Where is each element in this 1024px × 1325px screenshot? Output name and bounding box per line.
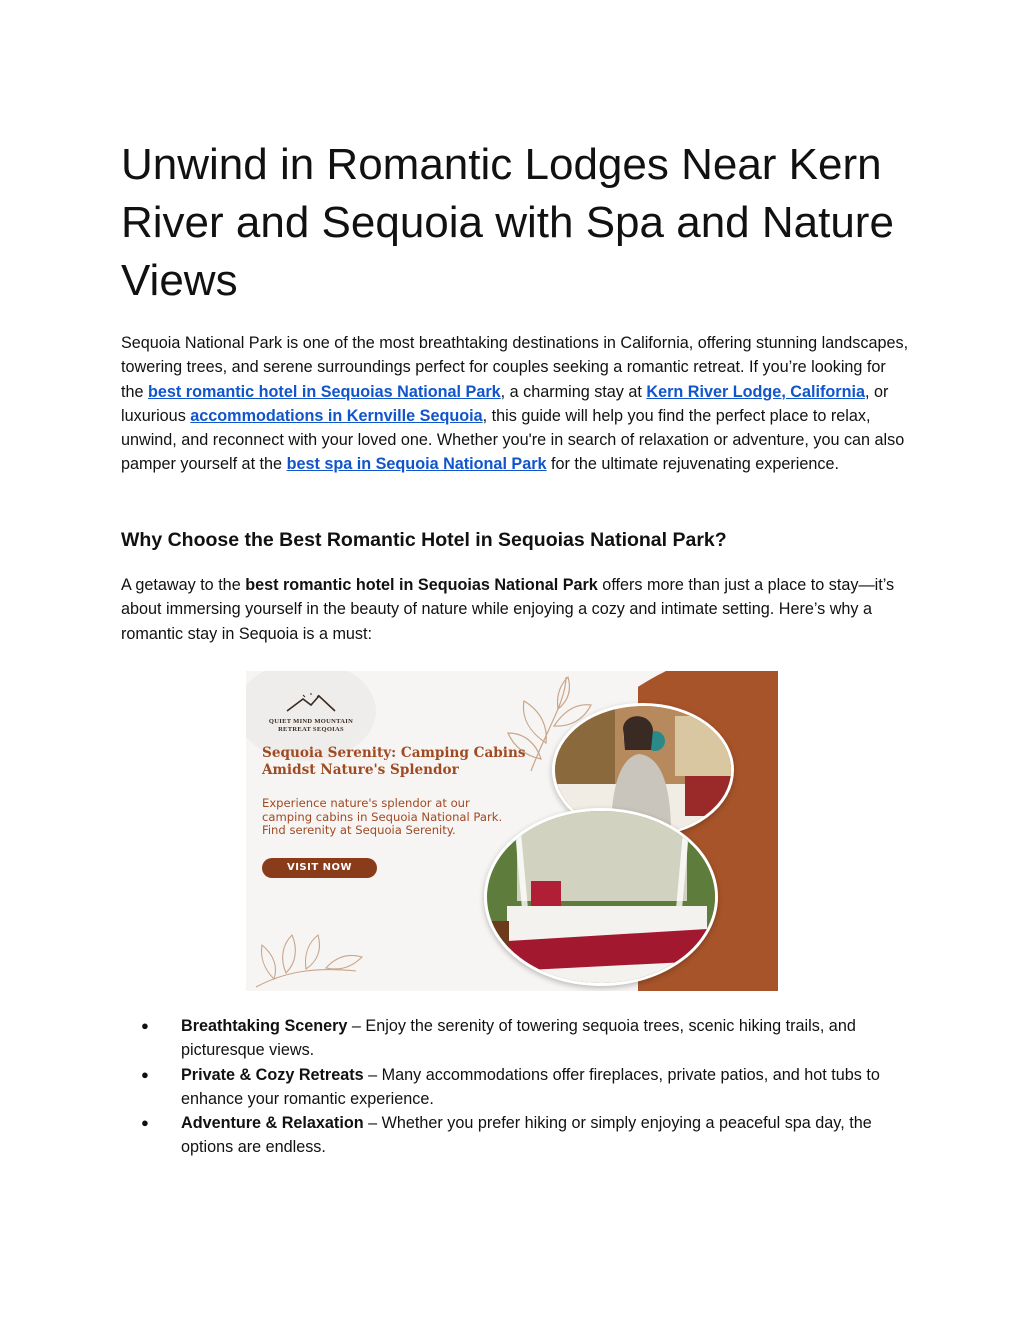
intro-text-2: , a charming stay at: [500, 382, 647, 401]
section-paragraph: [121, 573, 911, 646]
bullet-text: – Enjoy the serenity of towering sequoia trees, scenic hiking trails, and picturesque views.: [181, 1017, 856, 1060]
ad-logo: [252, 693, 370, 733]
ad-photo-canopy-bed: [484, 808, 718, 986]
bullet-icon: ●: [141, 1066, 149, 1082]
section-bold: best romantic hotel in Sequoias National Park: [245, 576, 598, 594]
section-text-1: A getaway to the: [121, 576, 246, 594]
intro-text-3: , or luxurious: [121, 382, 889, 425]
link-best-romantic-hotel[interactable]: best romantic hotel in Sequoias National Park: [148, 382, 501, 401]
section-text-2: offers more than just a place to stay—it’s about immersing yourself in the beauty of nature while enjoying a cozy and intimate setting. Here’s why a romantic stay in Sequoia is a must:: [121, 576, 895, 643]
intro-text-4: , this guide will help you find the perfect place to relax, unwind, and reconnect with your loved one. Whether you're in search of relaxation or adventure, you can also pamper yourself at the: [121, 406, 905, 474]
bullet-title: Adventure & Relaxation: [181, 1114, 364, 1133]
bullet-icon: ●: [141, 1018, 149, 1033]
list-item: [0, 1111, 891, 1160]
ad-banner[interactable]: [246, 671, 778, 991]
logo-line-1: QUIET MIND MOUNTAIN: [268, 718, 354, 725]
list-item: [0, 1014, 891, 1063]
benefits-list: [0, 1014, 1024, 1160]
mountain-logo-icon: [285, 693, 337, 713]
logo-line-2: RETREAT SEQOIAS: [278, 725, 344, 733]
link-kern-river-lodge[interactable]: Kern River Lodge, California: [646, 382, 865, 401]
intro-paragraph: [121, 331, 911, 477]
visit-now-button[interactable]: VISIT NOW: [262, 858, 377, 878]
intro-text-1: Sequoia National Park is one of the most breathtaking destinations in California, offering stunning landscapes, towering trees, and serene surroundings perfect for couples seeking a romantic retreat. If you’re looking for the: [121, 334, 909, 401]
bullet-icon: ●: [141, 1115, 149, 1131]
branch-icon-bottom: [256, 935, 362, 987]
ad-body: Experience nature's splendor at our camping cabins in Sequoia National Park. Find serenity at Sequoia Serenity.: [262, 796, 503, 838]
page-title: Unwind in Romantic Lodges Near Kern River and Sequoia with Spa and Nature Views: [121, 140, 894, 305]
section-heading: Why Choose the Best Romantic Hotel in Sequoias National Park?: [121, 529, 727, 551]
intro-text-5: for the ultimate rejuvenating experience.: [546, 455, 839, 474]
ad-heading: Sequoia Serenity: Camping Cabins Amidst Nature's Splendor: [262, 745, 526, 778]
bullet-text: – Many accommodations offer fireplaces, private patios, and hot tubs to enhance your romantic experience.: [181, 1065, 880, 1108]
bullet-title: Private & Cozy Retreats: [181, 1065, 364, 1084]
bullet-title: Breathtaking Scenery: [181, 1017, 348, 1035]
list-item: [0, 1063, 891, 1112]
link-best-spa[interactable]: best spa in Sequoia National Park: [286, 455, 547, 474]
link-accommodations-kernville[interactable]: accommodations in Kernville Sequoia: [190, 406, 483, 425]
bullet-text: – Whether you prefer hiking or simply enjoying a peaceful spa day, the options are endless.: [181, 1114, 872, 1157]
